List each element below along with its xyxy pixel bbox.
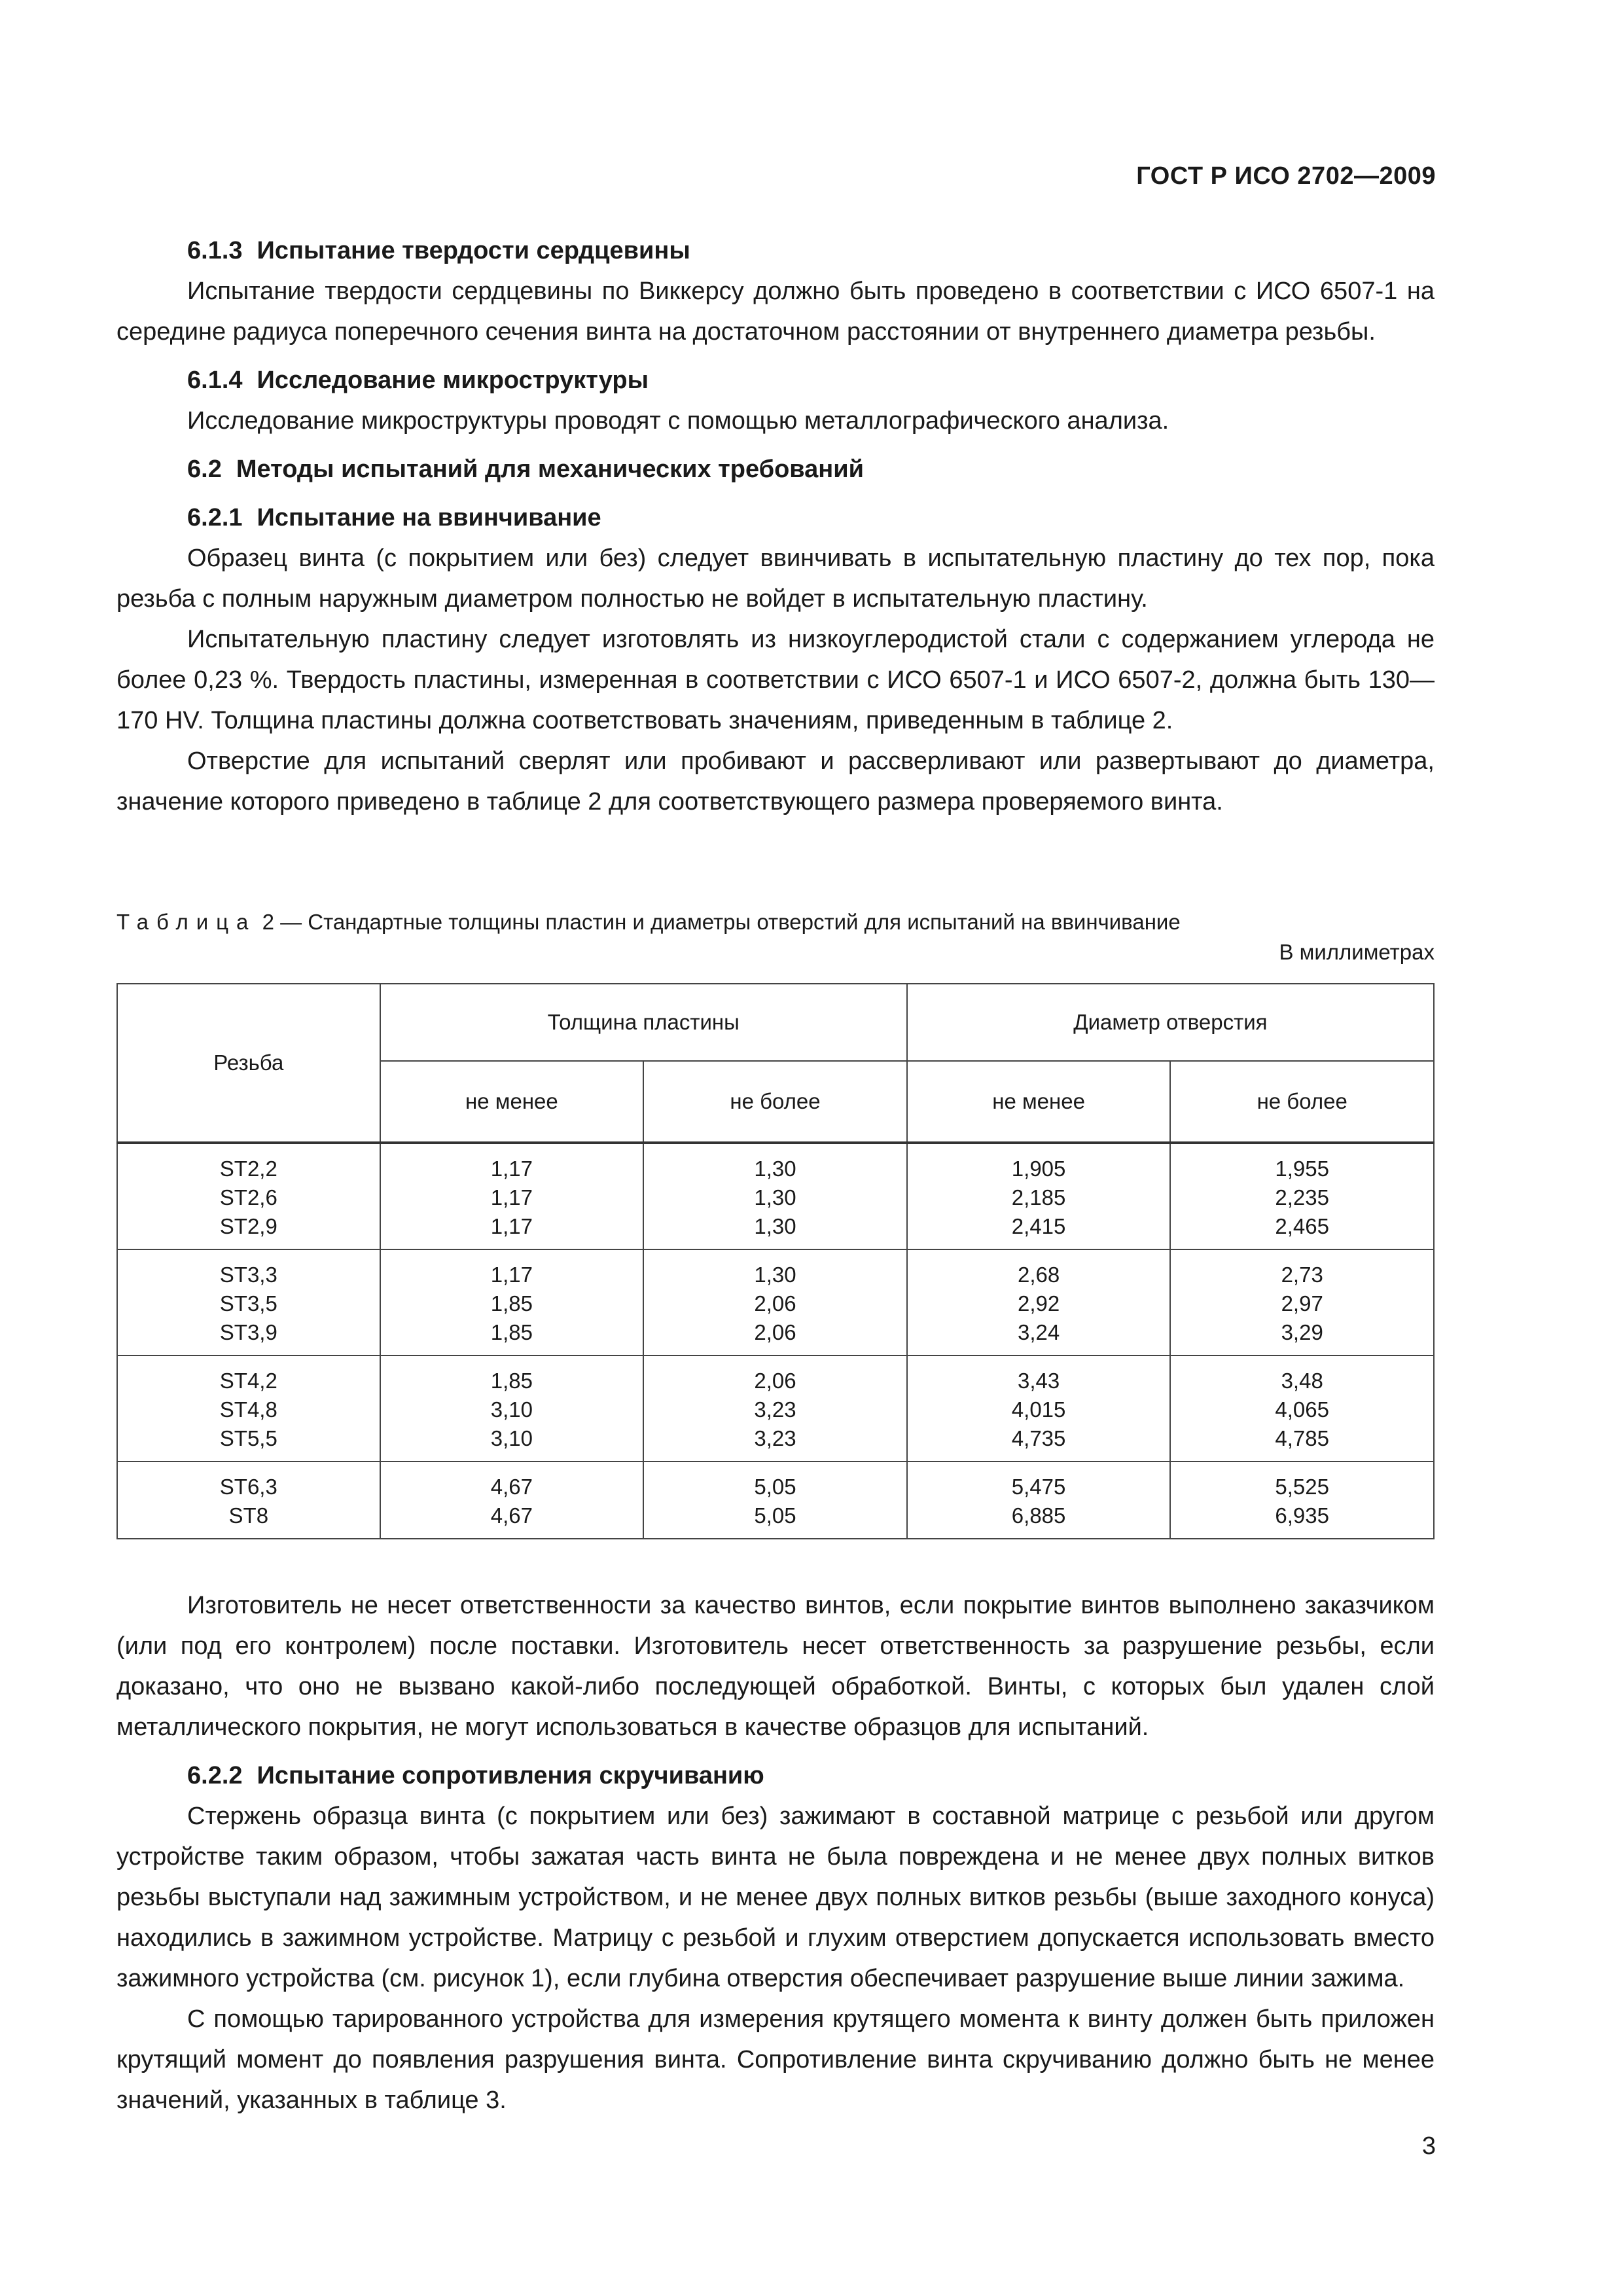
cell-value: 3,48 (1281, 1369, 1323, 1393)
cell-thread (117, 1143, 380, 1249)
cell-value: 2,97 (1281, 1291, 1323, 1316)
section-heading-6-1-3: 6.1.3 Испытание твердости сердцевины (187, 237, 690, 264)
paragraph: Образец винта (с покрытием или без) следует ввинчивать в испытательную пластину до тех пор, пока резьба с полным наружным диаметром полностью не войдет в испытательную пластину. (116, 545, 1435, 613)
cell-value: 2,235 (1275, 1185, 1329, 1210)
section-heading-6-2-2: 6.2.2 Испытание сопротивления скручиванию (187, 1762, 764, 1789)
cell-thread (117, 1355, 380, 1462)
cell-value: 4,015 (1011, 1397, 1066, 1422)
cell-value: ST3,3 (219, 1263, 277, 1287)
cell-thickness-min (380, 1462, 644, 1539)
cell-value: 3,10 (490, 1426, 533, 1450)
paragraph: С помощью тарированного устройства для измерения крутящего момента к винту должен быть приложен крутящий момент до появления разрушения винта. Сопротивление винта скручиванию должно быть не менее значений, указанных в таблице 3. (116, 2005, 1435, 2114)
cell-value: 1,905 (1011, 1157, 1066, 1181)
cell-thickness-max (643, 1462, 907, 1539)
cell-value: ST3,5 (219, 1291, 277, 1316)
cell-value: 1,955 (1275, 1157, 1329, 1181)
cell-diameter-max (1170, 1143, 1434, 1249)
cell-value: 1,85 (490, 1291, 533, 1316)
cell-value: 3,43 (1017, 1369, 1060, 1393)
header-thickness-min: не менее (380, 1061, 644, 1143)
cell-thread (117, 1249, 380, 1355)
cell-thickness-min (380, 1143, 644, 1249)
cell-value: 1,30 (754, 1157, 796, 1181)
cell-value: 2,68 (1017, 1263, 1060, 1287)
cell-value: ST4,2 (219, 1369, 277, 1393)
cell-value: ST5,5 (219, 1426, 277, 1450)
cell-value: 2,185 (1011, 1185, 1066, 1210)
cell-value: 2,73 (1281, 1263, 1323, 1287)
table-body (117, 1143, 1434, 1539)
cell-value: ST4,8 (219, 1397, 277, 1422)
table-row (117, 1355, 1434, 1462)
paragraph: Изготовитель не несет ответственности за качество винтов, если покрытие винтов выполнено заказчиком (или под его контролем) после поставки. Изготовитель несет ответственность за разрушение резьбы, если доказано, что оно не вызвано какой-либо последующей обработкой. Винты, с которых был удален слой металлического покрытия, не могут использоваться в качестве образцов для испытаний. (116, 1592, 1435, 1741)
cell-value: 5,525 (1275, 1475, 1329, 1499)
cell-value: 2,415 (1011, 1214, 1066, 1238)
paragraph: Испытательную пластину следует изготовлять из низкоуглеродистой стали с содержанием углерода не более 0,23 %. Твердость пластины, измеренная в соответствии с ИСО 6507-1 и ИСО 6507-2, должна быть 130—170 HV. Толщина пластины должна соответствовать значениям, приведенным в таблице 2. (116, 626, 1435, 734)
table-row (117, 1143, 1434, 1249)
cell-value: 4,735 (1011, 1426, 1066, 1450)
header-thickness-max: не более (643, 1061, 907, 1143)
cell-value: 3,10 (490, 1397, 533, 1422)
cell-value: 6,935 (1275, 1503, 1329, 1528)
cell-value: 1,17 (490, 1263, 533, 1287)
cell-value: 6,885 (1011, 1503, 1066, 1528)
cell-value: 1,30 (754, 1185, 796, 1210)
cell-value: 4,785 (1275, 1426, 1329, 1450)
table-row (117, 1249, 1434, 1355)
cell-value: 3,23 (754, 1397, 796, 1422)
cell-value: 4,065 (1275, 1397, 1329, 1422)
cell-value: 3,29 (1281, 1320, 1323, 1344)
cell-diameter-min (907, 1143, 1171, 1249)
cell-value: 3,24 (1017, 1320, 1060, 1344)
cell-value: 1,85 (490, 1369, 533, 1393)
cell-value: 2,06 (754, 1369, 796, 1393)
cell-value: 2,465 (1275, 1214, 1329, 1238)
page-number: 3 (1421, 2132, 1436, 2160)
cell-thickness-max (643, 1249, 907, 1355)
cell-value: 2,92 (1017, 1291, 1060, 1316)
cell-value: ST8 (228, 1503, 269, 1528)
cell-thickness-min (380, 1249, 644, 1355)
cell-value: 1,17 (490, 1214, 533, 1238)
section-heading-6-2-1: 6.2.1 Испытание на ввинчивание (187, 504, 601, 531)
cell-diameter-min (907, 1249, 1171, 1355)
cell-value: 1,17 (490, 1185, 533, 1210)
cell-value: 1,17 (490, 1157, 533, 1181)
cell-thickness-max (643, 1143, 907, 1249)
section-heading-6-2: 6.2 Методы испытаний для механических требований (187, 456, 864, 483)
cell-diameter-max (1170, 1355, 1434, 1462)
header-diameter-min: не менее (907, 1061, 1171, 1143)
data-table (116, 983, 1435, 1539)
table-units: В миллиметрах (1279, 940, 1435, 964)
cell-value: ST2,2 (219, 1157, 277, 1181)
header-thread: Резьба (117, 984, 380, 1143)
paragraph: Исследование микроструктуры проводят с помощью металлографического анализа. (187, 407, 1169, 435)
cell-diameter-min (907, 1462, 1171, 1539)
cell-thickness-max (643, 1355, 907, 1462)
table-caption: Таблица 2 — Стандартные толщины пластин и диаметры отверстий для испытаний на ввинчивание (116, 910, 1181, 934)
table-row (117, 1462, 1434, 1539)
cell-diameter-max (1170, 1462, 1434, 1539)
cell-value: ST6,3 (219, 1475, 277, 1499)
header-diameter: Диаметр отверстия (907, 984, 1434, 1061)
document-header: ГОСТ Р ИСО 2702—2009 (1136, 162, 1436, 190)
cell-value: 5,05 (754, 1475, 796, 1499)
header-thickness: Толщина пластины (380, 984, 907, 1061)
cell-value: 2,06 (754, 1320, 796, 1344)
cell-value: ST2,9 (219, 1214, 277, 1238)
cell-thread (117, 1462, 380, 1539)
paragraph: Испытание твердости сердцевины по Виккерсу должно быть проведено в соответствии с ИСО 6507-1 на середине радиуса поперечного сечения винта на достаточном расстоянии от внутреннего диаметра резьбы. (116, 278, 1435, 346)
cell-thickness-min (380, 1355, 644, 1462)
document-body (116, 230, 1435, 2121)
paragraph: Стержень образца винта (с покрытием или без) зажимают в составной матрице с резьбой или другом устройстве таким образом, чтобы зажатая часть винта не была повреждена и не менее двух полных витков резьбы выступали над зажимным устройством, и не менее двух полных витков резьбы (выше заходного конуса) находились в зажимном устройстве. Матрицу с резьбой и глухим отверстием допускается использовать вместо зажимного устройства (см. рисунок 1), если глубина отверстия обеспечивает разрушение выше линии зажима. (116, 1803, 1435, 1992)
cell-diameter-max (1170, 1249, 1434, 1355)
cell-diameter-min (907, 1355, 1171, 1462)
header-diameter-max: не более (1170, 1061, 1434, 1143)
cell-value: 5,05 (754, 1503, 796, 1528)
cell-value: 4,67 (490, 1503, 533, 1528)
cell-value: 1,30 (754, 1214, 796, 1238)
cell-value: ST3,9 (219, 1320, 277, 1344)
cell-value: 4,67 (490, 1475, 533, 1499)
section-heading-6-1-4: 6.1.4 Исследование микроструктуры (187, 367, 649, 394)
cell-value: ST2,6 (219, 1185, 277, 1210)
cell-value: 1,85 (490, 1320, 533, 1344)
cell-value: 2,06 (754, 1291, 796, 1316)
cell-value: 1,30 (754, 1263, 796, 1287)
cell-value: 5,475 (1011, 1475, 1066, 1499)
cell-value: 3,23 (754, 1426, 796, 1450)
paragraph: Отверстие для испытаний сверлят или пробивают и рассверливают или развертывают до диаметра, значение которого приведено в таблице 2 для соответствующего размера проверяемого винта. (116, 747, 1435, 816)
